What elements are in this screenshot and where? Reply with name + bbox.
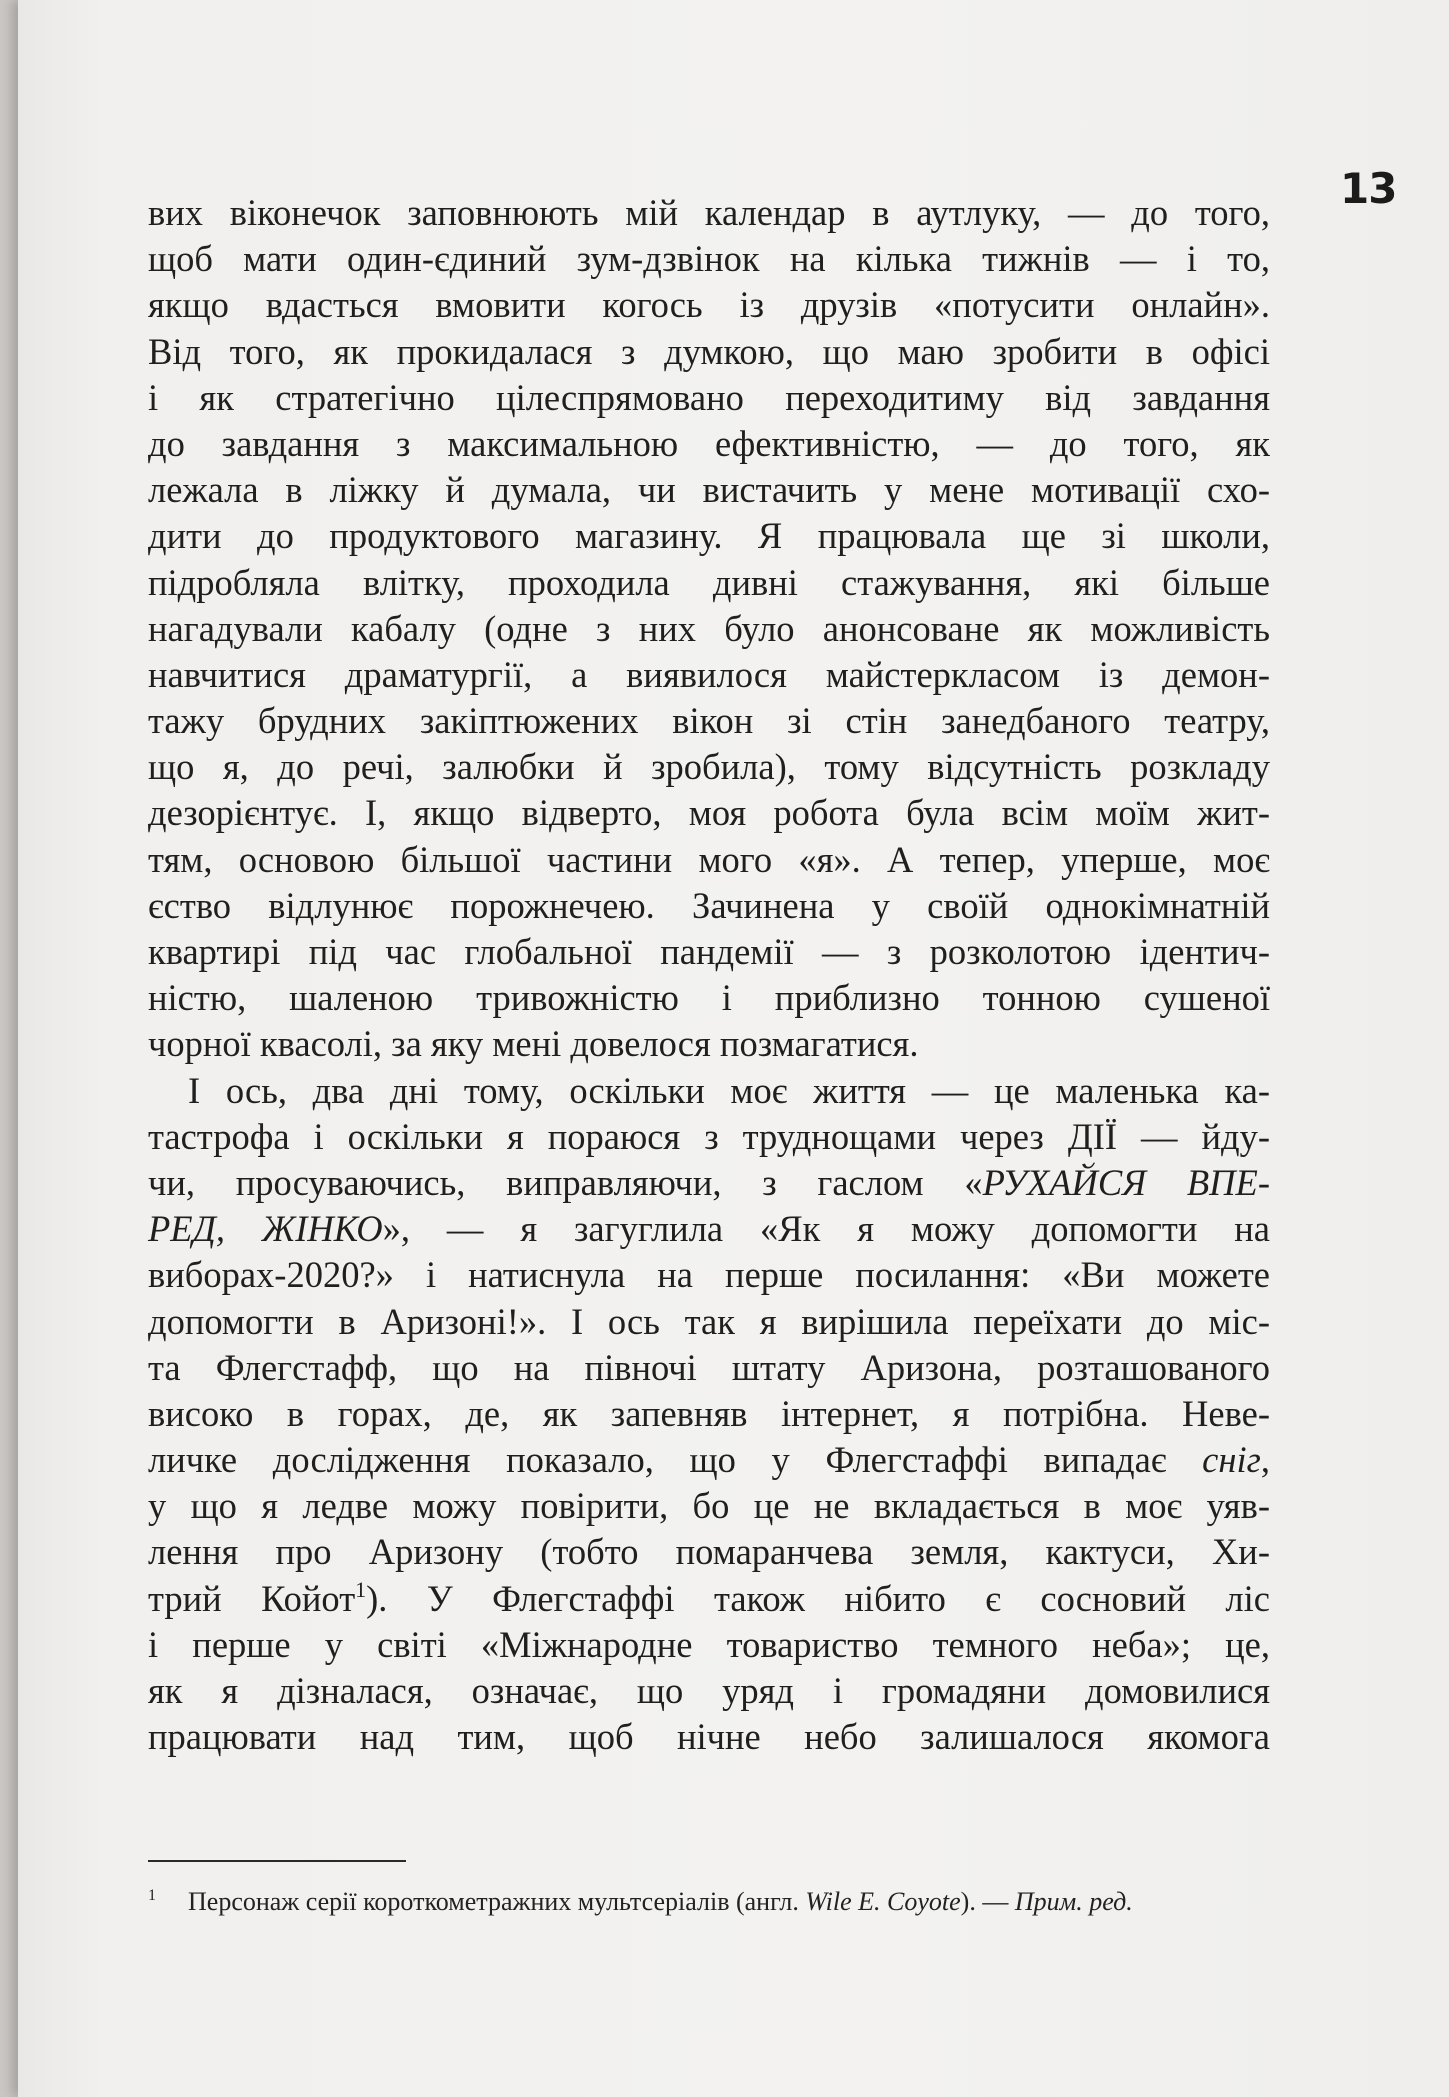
text-segment: , <box>1260 1439 1270 1481</box>
text-segment: і перше у світі «Міжнародне товариство темного неба»; це, <box>148 1623 1270 1665</box>
text-segment: тастрофа і оскільки я пораюся з труднощами через ДІЇ — йду- <box>148 1115 1270 1157</box>
text-line <box>148 698 1270 744</box>
text-line <box>148 1529 1270 1575</box>
text-line <box>148 421 1270 467</box>
text-segment: підробляла влітку, проходила дивні стажування, які більше <box>148 561 1270 603</box>
text-segment: чи, просуваючись, виправляючи, з гаслом « <box>148 1161 983 1203</box>
text-line <box>148 929 1270 975</box>
text-line <box>148 790 1270 836</box>
footnote-marker: 1 <box>148 1887 156 1904</box>
text-segment: навчитися драматургії, а виявилося майстеркласом із демон- <box>148 653 1270 695</box>
text-line <box>148 1252 1270 1298</box>
text-segment: лежала в ліжку й думала, чи вистачить у мене мотивації схо- <box>148 469 1270 511</box>
text-line <box>148 282 1270 328</box>
text-line <box>148 1299 1270 1345</box>
text-segment: вих віконечок заповнюють мій календар в аутлуку, — до того, <box>148 192 1270 233</box>
text-segment: нагадували кабалу (одне з них було анонсоване як можливість <box>148 607 1270 649</box>
text-segment: Wile E. Coyote <box>805 1887 961 1916</box>
text-segment: лення про Аризону (тобто помаранчева земля, кактуси, Хи- <box>148 1531 1270 1573</box>
text-line <box>148 975 1270 1021</box>
text-segment: тажу брудних закіптюжених вікон зі стін занедбаного театру, <box>148 700 1270 742</box>
text-line <box>148 1668 1270 1714</box>
text-line <box>148 1345 1270 1391</box>
text-segment: РУХАЙСЯ ВПЕ- <box>982 1161 1270 1203</box>
text-segment: та Флегстафф, що на півночі штату Аризона, розташованого <box>148 1346 1270 1388</box>
text-segment: до завдання з максимальною ефективністю, — до того, як <box>148 422 1270 464</box>
text-line <box>148 837 1270 883</box>
text-segment: щоб мати один-єдиний зум-дзвінок на кілька тижнів — і то, <box>148 238 1270 280</box>
text-segment: працювати над тим, щоб нічне небо залишалося якомога <box>148 1716 1270 1758</box>
text-segment: сніг <box>1202 1439 1261 1481</box>
text-line <box>148 329 1270 375</box>
text-segment: Від того, як прокидалася з думкою, що маю зробити в офісі <box>148 330 1270 372</box>
text-line <box>148 1021 1270 1067</box>
text-segment: ністю, шаленою тривожністю і приблизно тонною сушеної <box>148 977 1270 1019</box>
text-line <box>148 1483 1270 1529</box>
text-segment: », — я загуглила «Як я можу допомогти на <box>382 1208 1270 1250</box>
text-segment: ). — <box>960 1887 1015 1916</box>
text-line <box>148 744 1270 790</box>
page-number: 13 <box>1340 164 1397 213</box>
text-line <box>148 1114 1270 1160</box>
text-line <box>148 375 1270 421</box>
text-line <box>148 883 1270 929</box>
text-segment: І ось, два дні тому, оскільки моє життя — це маленька ка- <box>188 1069 1270 1111</box>
text-line <box>148 1160 1270 1206</box>
text-line <box>148 1206 1270 1252</box>
text-segment: якщо вдасться вмовити когось із друзів «потусити онлайн». <box>148 284 1270 326</box>
text-line <box>148 606 1270 652</box>
text-segment: і як стратегічно цілеспрямовано переходитиму від завдання <box>148 376 1270 418</box>
text-segment: чорної квасолі, за яку мені довелося позмагатися. <box>148 1023 919 1065</box>
text-segment: тям, основою більшої частини мого «я». А тепер, уперше, моє <box>148 838 1270 880</box>
text-line <box>148 236 1270 282</box>
footnote-divider <box>148 1860 406 1862</box>
text-segment: єство відлунює порожнечею. Зачинена у своїй однокімнатній <box>148 884 1270 926</box>
text-segment: Персонаж серії короткометражних мультсеріалів (англ. <box>188 1887 806 1916</box>
text-line <box>148 190 1270 236</box>
book-page <box>18 0 1449 2097</box>
text-line <box>148 1391 1270 1437</box>
text-line <box>148 1714 1270 1760</box>
text-segment: трий Койот <box>148 1577 356 1619</box>
text-line <box>148 1622 1270 1668</box>
text-segment: Прим. ред. <box>1014 1887 1133 1916</box>
text-line <box>148 1437 1270 1483</box>
text-segment: личке дослідження показало, що у Флегстаффі випадає <box>148 1439 1203 1481</box>
body-text <box>148 190 1270 1760</box>
text-segment: що я, до речі, залюбки й зробила), тому відсутність розкладу <box>148 746 1270 788</box>
text-segment: високо в горах, де, як запевняв інтернет, я потрібна. Неве- <box>148 1392 1270 1434</box>
text-segment: дити до продуктового магазину. Я працювала ще зі школи, <box>148 515 1270 557</box>
text-segment: виборах-2020?» і натиснула на перше посилання: «Ви можете <box>148 1254 1270 1296</box>
text-segment: дезорієнтує. І, якщо відверто, моя робота була всім моїм жит- <box>148 792 1270 834</box>
text-line <box>148 513 1270 559</box>
text-segment: ). У Флегстаффі також нібито є сосновий ліс <box>366 1577 1270 1619</box>
footnote <box>148 1879 1270 1919</box>
text-segment: допомогти в Аризоні!». І ось так я вирішила переїхати до міс- <box>148 1300 1270 1342</box>
footnote-reference: 1 <box>355 1576 367 1602</box>
footnote-text <box>188 1887 1133 1916</box>
text-segment: квартирі під час глобальної пандемії — з розколотою ідентич- <box>148 931 1270 972</box>
text-line <box>148 560 1270 606</box>
text-segment: РЕД, ЖІНКО <box>148 1208 383 1250</box>
text-segment: як я дізналася, означає, що уряд і громадяни домовилися <box>148 1670 1270 1711</box>
text-line <box>148 1068 1270 1114</box>
text-line <box>148 1576 1270 1622</box>
text-segment: у що я ледве можу повірити, бо це не вкладається в моє уяв- <box>148 1485 1270 1527</box>
text-line <box>148 467 1270 513</box>
text-line <box>148 652 1270 698</box>
